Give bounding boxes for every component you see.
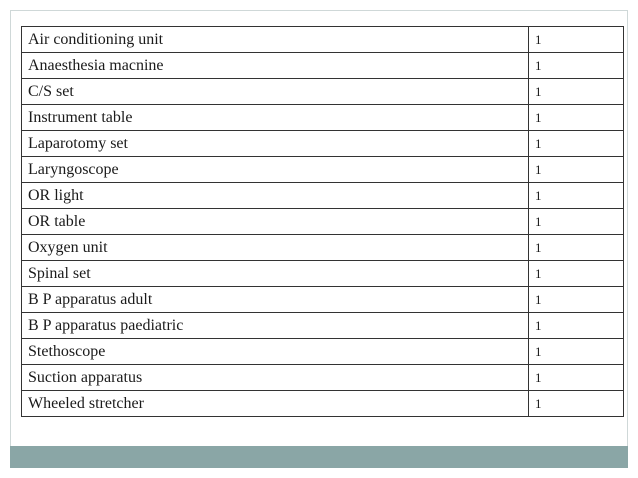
item-name-cell: Wheeled stretcher	[22, 391, 529, 417]
table-row	[22, 105, 624, 131]
quantity-cell: 1	[529, 261, 624, 287]
item-name-cell: Stethoscope	[22, 339, 529, 365]
equipment-table-container	[21, 26, 624, 417]
table-row	[22, 53, 624, 79]
table-row	[22, 131, 624, 157]
quantity-cell: 1	[529, 391, 624, 417]
quantity-cell: 1	[529, 105, 624, 131]
table-row	[22, 79, 624, 105]
table-row	[22, 339, 624, 365]
item-name-cell: Laparotomy set	[22, 131, 529, 157]
table-row	[22, 235, 624, 261]
quantity-cell: 1	[529, 53, 624, 79]
quantity-cell: 1	[529, 235, 624, 261]
table-row	[22, 183, 624, 209]
table-row	[22, 287, 624, 313]
item-name-cell: Oxygen unit	[22, 235, 529, 261]
table-row	[22, 313, 624, 339]
item-name-cell: Instrument table	[22, 105, 529, 131]
item-name-cell: Spinal set	[22, 261, 529, 287]
quantity-cell: 1	[529, 313, 624, 339]
table-row	[22, 365, 624, 391]
quantity-cell: 1	[529, 79, 624, 105]
footer-bar	[10, 446, 628, 468]
table-row	[22, 209, 624, 235]
item-name-cell: Air conditioning unit	[22, 27, 529, 53]
item-name-cell: Anaesthesia macnine	[22, 53, 529, 79]
quantity-cell: 1	[529, 157, 624, 183]
table-row	[22, 261, 624, 287]
item-name-cell: Laryngoscope	[22, 157, 529, 183]
table-row	[22, 157, 624, 183]
item-name-cell: B P apparatus paediatric	[22, 313, 529, 339]
equipment-table	[21, 26, 624, 417]
quantity-cell: 1	[529, 339, 624, 365]
item-name-cell: Suction apparatus	[22, 365, 529, 391]
quantity-cell: 1	[529, 131, 624, 157]
item-name-cell: C/S set	[22, 79, 529, 105]
quantity-cell: 1	[529, 365, 624, 391]
item-name-cell: OR table	[22, 209, 529, 235]
item-name-cell: B P apparatus adult	[22, 287, 529, 313]
table-row	[22, 27, 624, 53]
quantity-cell: 1	[529, 183, 624, 209]
quantity-cell: 1	[529, 287, 624, 313]
quantity-cell: 1	[529, 27, 624, 53]
item-name-cell: OR light	[22, 183, 529, 209]
table-row	[22, 391, 624, 417]
quantity-cell: 1	[529, 209, 624, 235]
